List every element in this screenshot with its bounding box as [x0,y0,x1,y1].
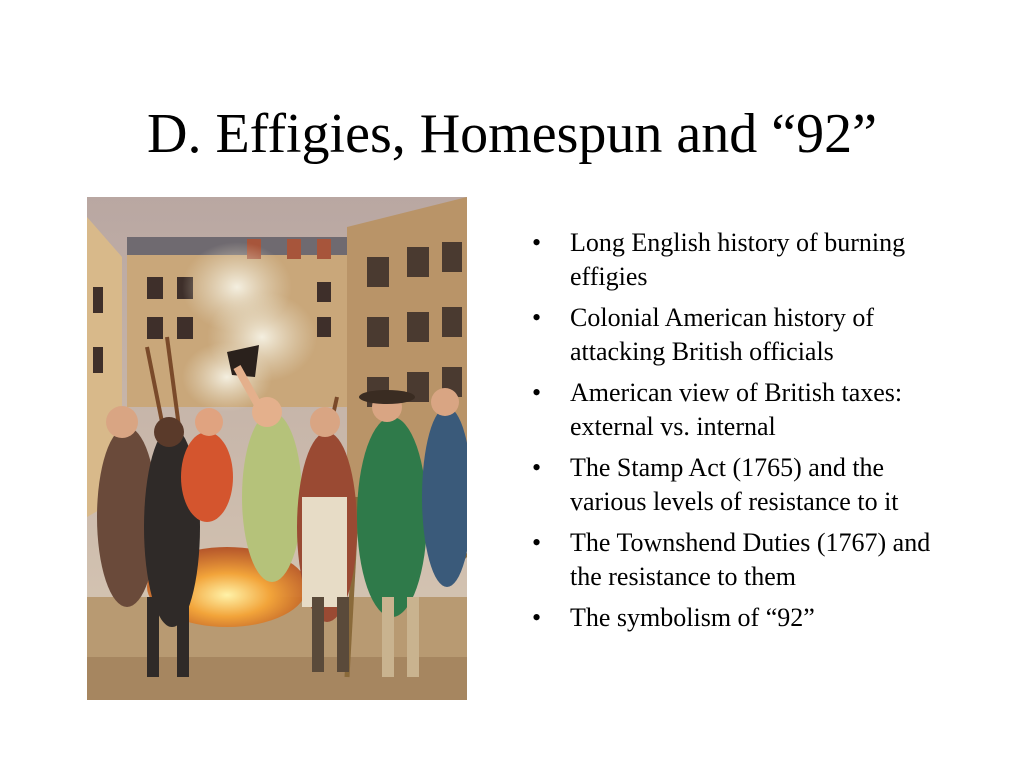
bullet-marker: • [532,228,542,257]
engraving-image [87,197,467,700]
bullet-text: The Townshend Duties (1767) and the resistance to them [570,528,931,591]
bullet-item [530,526,950,594]
effigy-burning-illustration [87,197,467,700]
bullet-marker: • [532,378,542,407]
bullet-list [530,226,950,642]
bullet-item [530,601,950,635]
bullet-item [530,451,950,519]
bullet-text: Colonial American history of attacking British officials [570,303,875,366]
bullet-item [530,376,950,444]
bullet-text: The symbolism of “92” [570,603,815,632]
bullet-item [530,301,950,369]
bullet-item [530,226,950,294]
bullet-text: The Stamp Act (1765) and the various levels of resistance to it [570,453,899,516]
bullet-text: American view of British taxes: external vs. internal [570,378,903,441]
bullet-marker: • [532,303,542,332]
bullet-marker: • [532,453,542,482]
bullet-marker: • [532,528,542,557]
bullet-text: Long English history of burning effigies [570,228,906,291]
slide-title: D. Effigies, Homespun and “92” [147,103,877,165]
bullet-marker: • [532,603,542,632]
